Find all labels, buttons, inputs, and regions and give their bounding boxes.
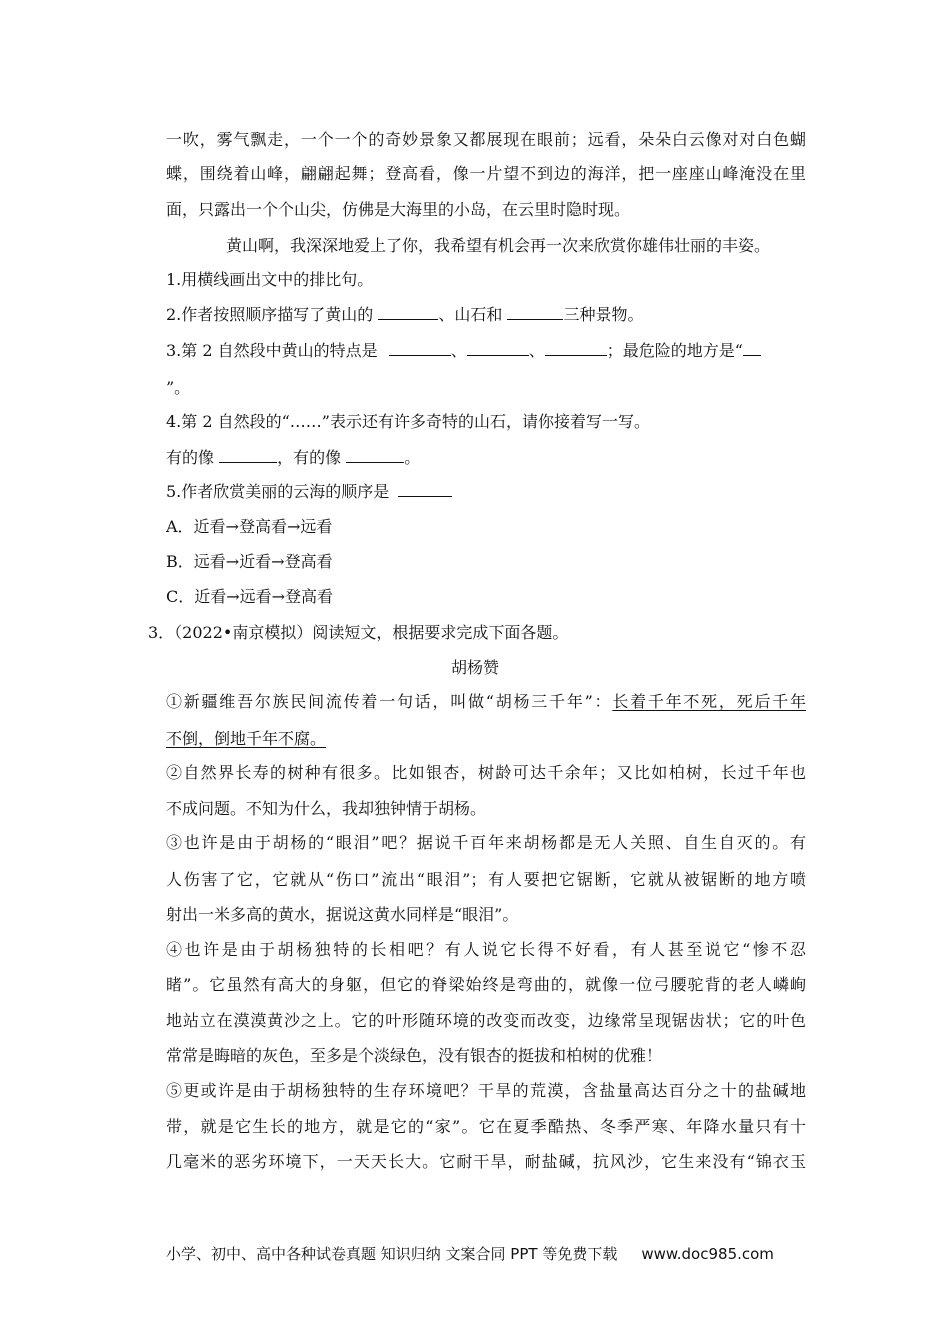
passage-line: 面，只露出一个个山尖，仿佛是大海里的小岛，在云里时隐时现。 <box>166 200 631 219</box>
paragraph-1 <box>166 692 806 712</box>
passage-line: 蝶，围绕着山峰，翩翩起舞；登高看，像一片望不到边的海洋，把一座座山峰淹没在里 <box>166 164 806 183</box>
paragraph-4-cont: 常常是晦暗的灰色，至多是个淡绿色，没有银杏的挺拔和柏树的优雅！ <box>166 1046 663 1065</box>
paragraph-text: ①新疆维吾尔族民间流传着一句话，叫做“胡杨三千年”： <box>166 692 613 711</box>
option-c: C．近看→远看→登高看 <box>166 587 334 606</box>
answer-blank <box>219 448 277 463</box>
page-footer <box>166 1244 774 1264</box>
paragraph-1-cont <box>166 729 326 749</box>
question-2 <box>166 305 644 325</box>
question-text: ，有的像 <box>277 448 342 467</box>
question-4: 4.第 2 自然段的“……”表示还有许多奇特的山石，请你接着写一写。 <box>166 412 650 431</box>
paragraph-2: ②自然界长寿的树种有很多。比如银杏，树龄可达千余年；又比如柏树，长过千年也 <box>166 763 806 782</box>
paragraph-4: ④也许是由于胡杨独特的长相吧？有人说它长得不好看，有人甚至说它“惨不忍 <box>166 940 806 959</box>
question-4-answer <box>166 448 420 468</box>
answer-blank <box>389 341 451 356</box>
paragraph-3-cont: 射出一米多高的黄水，据说这黄水同样是“眼泪”。 <box>166 905 519 924</box>
question-text: 、山石和 <box>438 305 503 324</box>
paragraph-5-cont: 带，就是它生长的地方，就是它的“家”。它在夏季酷热、冬季严寒、年降水量只有十 <box>166 1117 806 1136</box>
answer-blank <box>398 482 452 497</box>
answer-blank <box>507 305 563 320</box>
paragraph-4-cont: 地站立在漠漠黄沙之上。它的叶形随环境的改变而改变，边缘常呈现锯齿状；它的叶色 <box>166 1011 806 1030</box>
question-text: ；最危险的地方是“ <box>606 341 743 360</box>
question-text: 有的像 <box>166 448 215 467</box>
separator: 、 <box>528 341 545 360</box>
paragraph-3: ③也许是由于胡杨的“眼泪”吧？据说千百年来胡杨都是无人关照、自生自灭的。有 <box>166 833 806 852</box>
question-3-header: 3．（2022•南京模拟）阅读短文，根据要求完成下面各题。 <box>148 623 569 642</box>
answer-blank <box>545 341 607 356</box>
question-text: 三种景物。 <box>563 305 644 324</box>
answer-blank <box>743 341 761 356</box>
question-1: 1.用横线画出文中的排比句。 <box>166 270 374 289</box>
underlined-text: 长着千年不死，死后千年 <box>612 692 806 711</box>
footer-text: 小学、初中、高中各种试卷真题 知识归纳 文案合同 PPT 等免费下载 <box>166 1245 618 1263</box>
answer-blank <box>378 305 438 320</box>
question-text: 5.作者欣赏美丽的云海的顺序是 <box>166 482 390 501</box>
paragraph-5-cont: 几毫米的恶劣环境下，一天天长大。它耐干旱，耐盐碱，抗风沙，它生来没有“锦衣玉 <box>166 1152 806 1171</box>
passage-closing-line: 黄山啊，我深深地爱上了你，我希望有机会再一次来欣赏你雄伟壮丽的丰姿。 <box>226 236 771 255</box>
option-a: A．近看→登高看→远看 <box>166 517 333 536</box>
paragraph-2-cont: 不成问题。不知为什么，我却独钟情于胡杨。 <box>166 799 487 818</box>
paragraph-3-cont: 人伤害了它，它就从“伤口”流出“眼泪”；有人要把它锯断，它就从被锯断的地方喷 <box>166 870 806 889</box>
paragraph-4-cont: 睹”。它虽然有高大的身躯，但它的脊梁始终是弯曲的，就像一位弓腰驼背的老人嶙峋 <box>166 975 806 994</box>
passage-line: 一吹，雾气飘走，一个一个的奇妙景象又都展现在眼前；远看，朵朵白云像对对白色蝴 <box>166 130 806 149</box>
answer-blank <box>467 341 529 356</box>
question-3 <box>166 341 761 361</box>
question-text: 2.作者按照顺序描写了黄山的 <box>166 305 374 324</box>
question-text: 3.第 2 自然段中黄山的特点是 <box>166 341 378 360</box>
question-text: 。 <box>404 448 421 467</box>
answer-blank <box>346 448 404 463</box>
underlined-text: 不倒，倒地千年不腐。 <box>166 729 327 748</box>
question-3-cont: ”。 <box>166 378 191 397</box>
separator: 、 <box>450 341 467 360</box>
paragraph-5: ⑤更或许是由于胡杨独特的生存环境吧？干旱的荒漠，含盐量高达百分之十的盐碱地 <box>166 1081 806 1100</box>
option-b: B．远看→近看→登高看 <box>166 552 333 571</box>
passage-title: 胡杨赞 <box>450 658 499 677</box>
question-5 <box>166 482 452 502</box>
footer-url[interactable]: www.doc985.com <box>641 1245 774 1263</box>
